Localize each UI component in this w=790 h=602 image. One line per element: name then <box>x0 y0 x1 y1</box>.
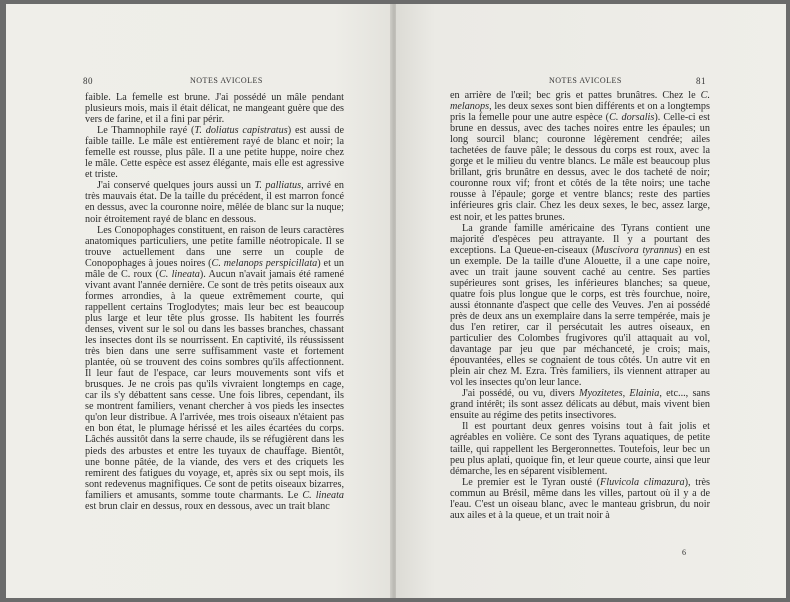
running-title: NOTES AVICOLES <box>190 76 263 85</box>
page-number: 81 <box>696 76 706 86</box>
page-number: 80 <box>83 76 93 86</box>
paragraph: Le premier est le Tyran ousté (Fluvicola climazura), très commun au Brésil, même dans les villes, partout où il y a de l'eau. C'est un oiseau blanc, avec le manteau grisbrun, du noir aux ailes et à la queue, et un trait noir à <box>450 476 710 521</box>
signature-mark: 6 <box>682 548 686 557</box>
paragraph: faible. La femelle est brune. J'ai possédé un mâle pendant plusieurs mois, mais il était délicat, ne mangeant guère que des vers de farine, et il a fini par périr. <box>85 92 344 126</box>
paragraph: en arrière de l'œil; bec gris et pattes brunâtres. Chez le C. melanops, les deux sexes sont bien différents et on a longtemps pris la femelle pour une autre espèce (C. dorsalis). Celle-ci est brune en dessus, avec des taches noires entre les épaules; un long sourcil blanc; couronne légèrement cendrée; ailes tachetées de fauve pâle; le dessous du corps est roux, avec la gorge et le milieu du ventre blancs. Le mâle est beaucoup plus brillant, gris brunâtre en dessus, avec le dos tacheté de noir; couronne roux vif; front et côtés de la tête noirs; une tache rousse à l'épaule; gorge et ventre blancs; reste des parties inférieures gris clair. Chez les deux sexes, le bec, assez large, est noir, et les pattes brunes. <box>450 90 710 223</box>
paragraph: J'ai conservé quelques jours aussi un T. palliatus, arrivé en très mauvais état. De la taille du précédent, il est marron foncé en dessus, avec la couronne noire, mêlée de blanc sur la nuque; noir étroitement rayé de blanc en dessous. <box>85 180 344 225</box>
paragraph: J'ai possédé, ou vu, divers Myozitetes, Elainia, etc..., sans grand intérêt; ils sont assez délicats au début, mais vivent bien ensuite au régime des petits insectivores. <box>450 388 710 422</box>
paragraph: Le Thamnophile rayé (T. doliatus capistratus) est aussi de faible taille. Le mâle est entièrement rayé de blanc et noir; la femelle est rousse, plus pâle. Il a une petite huppe, noire chez le mâle. Cette espèce est assez élégante, mais elle est agressive et triste. <box>85 125 344 181</box>
page-body <box>85 92 344 512</box>
page-body <box>450 90 710 521</box>
paragraph: Les Conopophages constituent, en raison de leurs caractères anatomiques particuliers, une petite famille néotropicale. Il se trouve actuellement dans une serre un couple de Conopophages à joues noires (C. melanops perspicillata) et un mâle de C. roux (C. lineata). Aucun n'avait jamais été ramené vivant avant l'année dernière. Ce sont de très petits oiseaux aux formes arrondies, à la queue extrêmement courte, qui rappellent certains Troglodytes; mais leur bec est beaucoup plus large et leur tête plus grosse. Ils habitent les fourrés denses, vivent sur le sol ou dans les basses branches, chassant les insectes dont ils se nourrissent. En captivité, ils réussissent très bien dans une serre suffisamment vaste et fortement plantée, où se trouvent des coins sombres qu'ils affectionnent. Il leur faut de l'espace, car leurs mouvements sont vifs et brusques. Je ne crois pas qu'ils vivraient longtemps en cage, car ils s'y débattent sans cesse. Une fois libres, cependant, ils se montrent familiers, venant chercher à vos pieds les insectes qu'on leur distribue. A l'arrivée, mes trois oiseaux n'étaient pas en bon état, le plumage hérissé et les ailes écartées du corps. Lâchés aussitôt dans la serre chaude, ils se réfugièrent dans les pieds des arbustes et entre les tuyaux de chauffage. Bientôt, une bonne pâtée, de la viande, des vers et des criquets les remirent des fatigues du voyage, et, après six ou sept mois, ils sont redevenus magnifiques. Ce sont de petits oiseaux bizarres, familiers et amusants, somme toute charmants. Le C. lineata est brun clair en dessus, roux en dessous, avec un trait blanc <box>85 224 345 512</box>
left-page <box>6 4 392 598</box>
right-page <box>396 4 786 598</box>
book-spread <box>6 4 786 598</box>
running-title: NOTES AVICOLES <box>549 76 622 85</box>
paragraph: La grande famille américaine des Tyrans contient une majorité d'espèces peu attrayante. Il y a pourtant des exceptions. La Queue-en-ciseaux (Muscivora tyrannus) en est un exemple. De la taille d'une Alouette, il a une cape noire, avec un trait jaune souvent caché au centre. Ses parties supérieures sont grises, les inférieures blanches; sa queue, quatre fois plus longue que le corps, est très fourchue, noire, aussi étonnante d'aspect que celle des Veuves. J'en ai possédé près de deux ans un exemplaire dans la serre tempérée, mais je dus l'en retirer, car il persécutait les autres oiseaux, en particulier des Colombes frugivores qu'il attaquait au vol, davantage par jeu que par méchanceté, je crois; mais, épouvantées, elles se cognaient de tous côtés. Un autre vit en plein air chez M. Ezra. Très familiers, ils viennent attraper au vol les insectes qu'on leur lance. <box>450 222 710 389</box>
paragraph: Il est pourtant deux genres voisins tout à fait jolis et agréables en volière. Ce sont des Tyrans aquatiques, de petite taille, qui rappellent les Bergeronnettes. Toutefois, leur bec un peu plus aplati, quoique fin, et leur queue courte, ainsi que leur démarche, les en séparent visiblement. <box>450 421 710 477</box>
